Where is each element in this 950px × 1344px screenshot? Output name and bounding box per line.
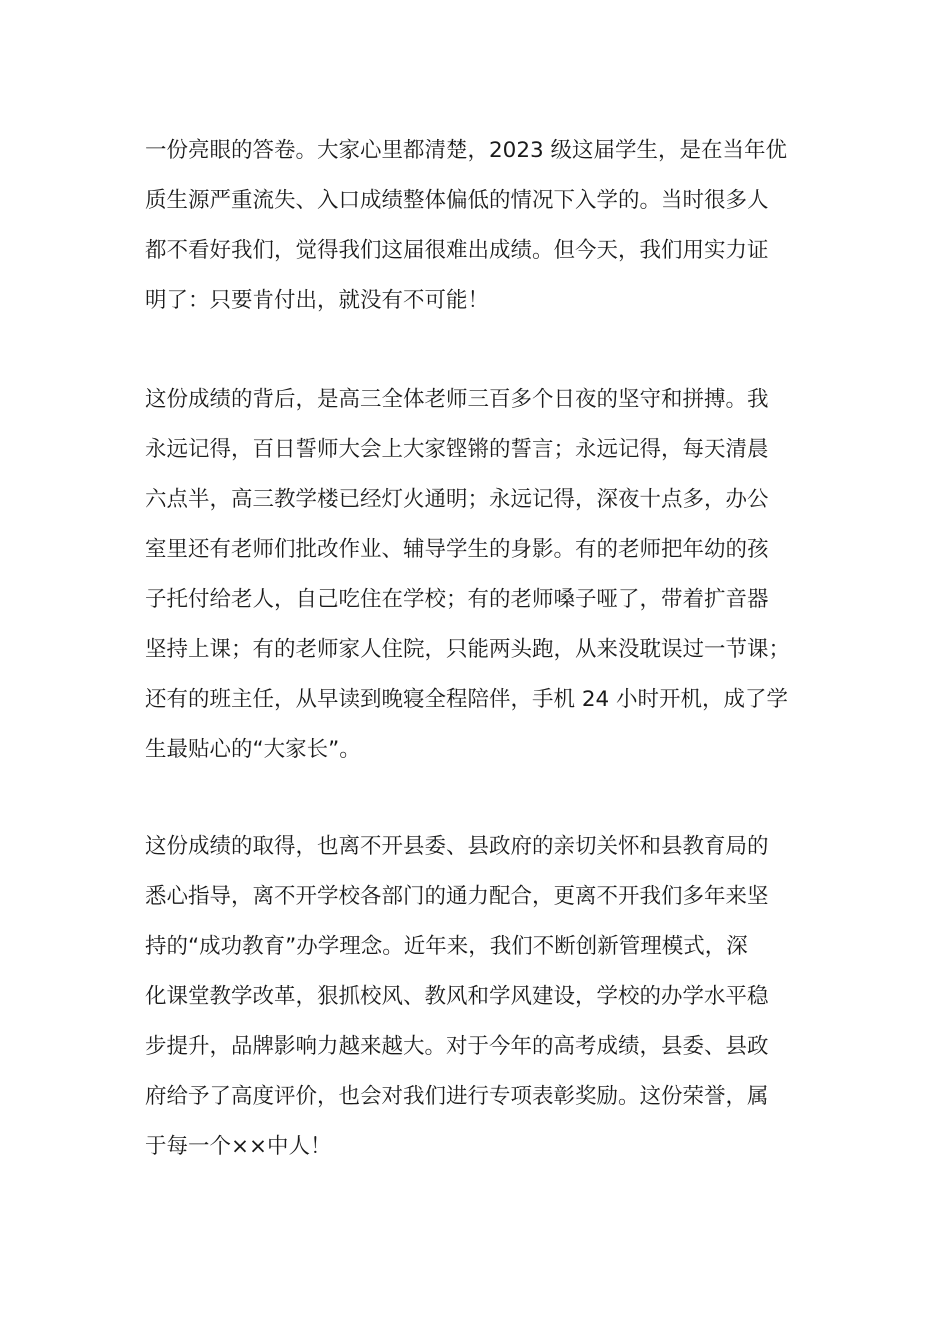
paragraph-line: 这份成绩的背后，是高三全体老师三百多个日夜的坚守和拼搏。我 <box>145 387 769 412</box>
paragraph-line: 子托付给老人，自己吃住在学校；有的老师嗓子哑了，带着扩音器 <box>145 587 769 612</box>
paragraph-2 <box>145 375 815 775</box>
paragraph-line: 室里还有老师们批改作业、辅导学生的身影。有的老师把年幼的孩 <box>145 537 769 562</box>
paragraph-line: 悉心指导，离不开学校各部门的通力配合，更离不开我们多年来坚 <box>145 884 769 909</box>
paragraph-line: 还有的班主任，从早读到晚寝全程陪伴，手机 24 小时开机，成了学 <box>145 687 789 712</box>
paragraph-line: 明了：只要肯付出，就没有不可能！ <box>145 288 490 313</box>
paragraph-line: 六点半，高三教学楼已经灯火通明；永远记得，深夜十点多，办公 <box>145 487 769 512</box>
paragraph-line: 永远记得，百日誓师大会上大家铿锵的誓言；永远记得，每天清晨 <box>145 437 769 462</box>
paragraph-line: 府给予了高度评价，也会对我们进行专项表彰奖励。这份荣誉，属 <box>145 1084 769 1109</box>
paragraph-line: 持的“成功教育”办学理念。近年来，我们不断创新管理模式，深 <box>145 934 748 959</box>
paragraph-line: 坚持上课；有的老师家人住院，只能两头跑，从来没耽误过一节课； <box>145 637 791 662</box>
paragraph-line: 这份成绩的取得，也离不开县委、县政府的亲切关怀和县教育局的 <box>145 834 769 859</box>
paragraph-1 <box>145 126 815 326</box>
paragraph-line: 化课堂教学改革，狠抓校风、教风和学风建设，学校的办学水平稳 <box>145 984 769 1009</box>
paragraph-line: 生最贴心的“大家长”。 <box>145 737 361 762</box>
paragraph-line: 都不看好我们，觉得我们这届很难出成绩。但今天，我们用实力证 <box>145 238 769 263</box>
paragraph-line: 步提升，品牌影响力越来越大。对于今年的高考成绩，县委、县政 <box>145 1034 769 1059</box>
paragraph-3 <box>145 822 815 1172</box>
paragraph-line: 质生源严重流失、入口成绩整体偏低的情况下入学的。当时很多人 <box>145 188 769 213</box>
paragraph-line: 一份亮眼的答卷。大家心里都清楚，2023 级这届学生，是在当年优 <box>145 138 788 163</box>
paragraph-line: 于每一个××中人！ <box>145 1134 332 1159</box>
